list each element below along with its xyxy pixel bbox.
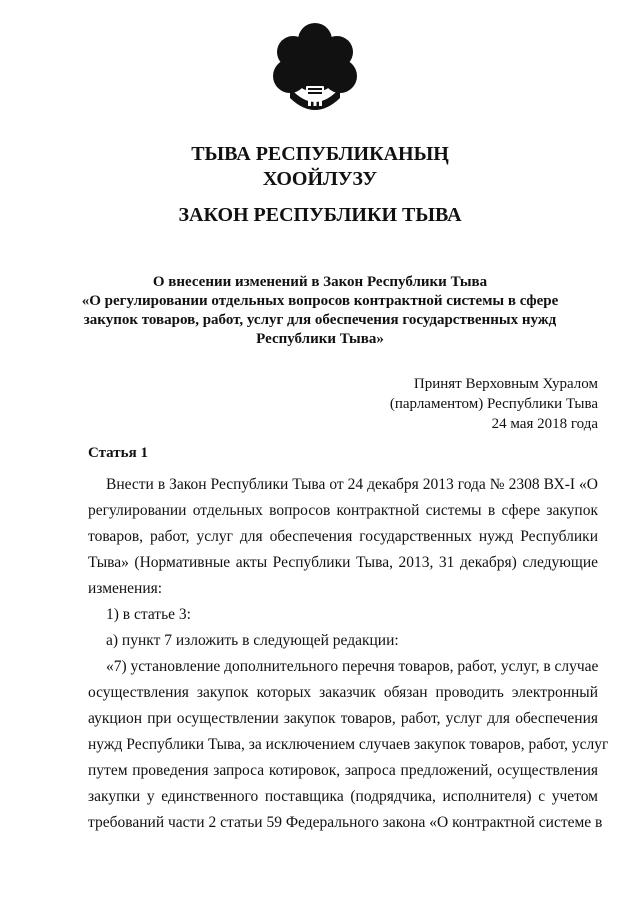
adoption-line2: (парламентом) Республики Тыва <box>389 396 598 412</box>
article-line: путем проведения запроса котировок, запроса предложений, осуществления <box>88 762 598 779</box>
article-line: товаров, работ, услуг для обеспечения государственных нужд Республики <box>88 528 598 545</box>
russian-title: ЗАКОН РЕСПУБЛИКИ ТЫВА <box>178 204 462 226</box>
article-line: регулировании отдельных вопросов контрактной системы в сфере закупок <box>88 502 598 519</box>
article-line: 1) в статье 3: <box>106 606 191 623</box>
article-line: требований части 2 статьи 59 Федерального закона «О контрактной системе в <box>88 814 603 831</box>
article-line: Тыва» (Нормативные акты Республики Тыва, 2013, 31 декабря) следующие <box>88 554 598 571</box>
article-line: аукцион при осуществлении закупок товаров, работ, услуг для обеспечения <box>88 710 598 727</box>
article-title: Статья 1 <box>88 445 148 461</box>
adoption-block <box>390 374 598 434</box>
adoption-line1: Принят Верховным Хуралом <box>413 376 598 392</box>
article-line: осуществления закупок которых заказчик обязан проводить электронный <box>88 684 598 701</box>
article-line: нужд Республики Тыва, за исключением случаев закупок товаров, работ, услуг <box>88 736 609 753</box>
tuvan-title-line2: ХООЙЛУЗУ <box>262 168 378 190</box>
article-line: а) пункт 7 изложить в следующей редакции: <box>106 632 399 649</box>
article-line: изменения: <box>88 580 163 597</box>
law-subject-line4: Республики Тыва» <box>256 331 384 347</box>
tuva-emblem-icon <box>268 18 362 118</box>
law-subject-line3: закупок товаров, работ, услуг для обеспечения государственных нужд <box>83 312 557 328</box>
article-line: «7) установление дополнительного перечня товаров, работ, услуг, в случае <box>106 658 599 675</box>
law-subject-line1: О внесении изменений в Закон Республики Тыва <box>152 274 488 290</box>
adoption-date: 24 мая 2018 года <box>491 416 598 432</box>
article-line: Внести в Закон Республики Тыва от 24 декабря 2013 года № 2308 ВХ-I «О <box>106 476 598 493</box>
article-line: закупки у единственного поставщика (подрядчика, исполнителя) с учетом <box>88 788 598 805</box>
tuvan-title-line1: ТЫВА РЕСПУБЛИКАНЫҢ <box>191 143 449 165</box>
law-subject-line2: «О регулировании отдельных вопросов контрактной системы в сфере <box>81 293 559 309</box>
